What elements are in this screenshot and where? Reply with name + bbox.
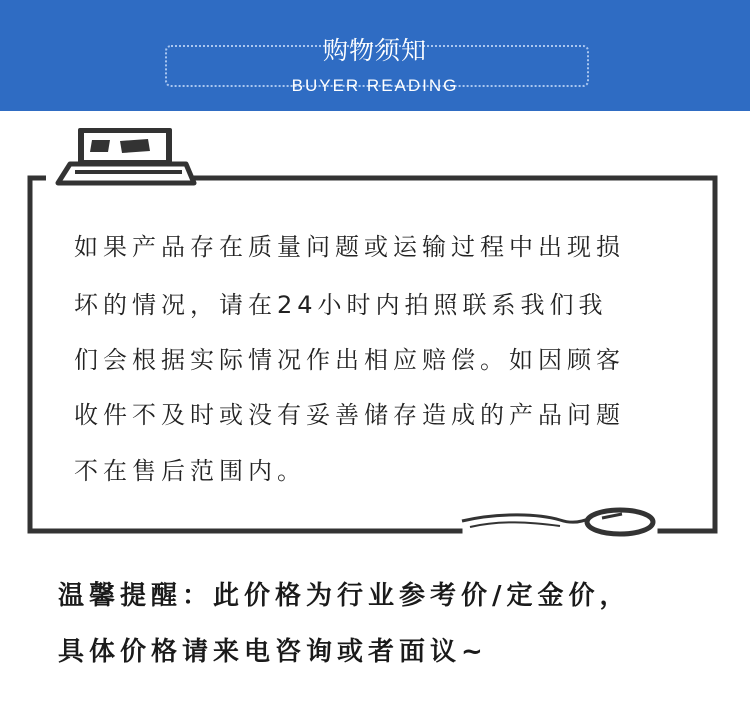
tip-line-2: 具体价格请来电咨询或者面议~ <box>58 637 488 667</box>
tip-line-1: 温馨提醒：此价格为行业参考价/定金价， <box>58 581 631 611</box>
notice-line-5: 不在售后范围内。 <box>74 457 306 485</box>
laptop-icon <box>58 128 194 183</box>
notice-line-2: 坏的情况，请在24小时内拍照联系我们我 <box>74 291 608 319</box>
notice-line-4: 收件不及时或没有妥善储存造成的产品问题 <box>74 401 625 429</box>
mouse-icon <box>462 510 653 534</box>
notice-line-3: 们会根据实际情况作出相应赔偿。如因顾客 <box>74 346 625 374</box>
page-title: 购物须知 <box>322 36 427 65</box>
notice-line-1: 如果产品存在质量问题或运输过程中出现损 <box>74 233 625 261</box>
page-subtitle: BUYER READING <box>291 76 459 95</box>
